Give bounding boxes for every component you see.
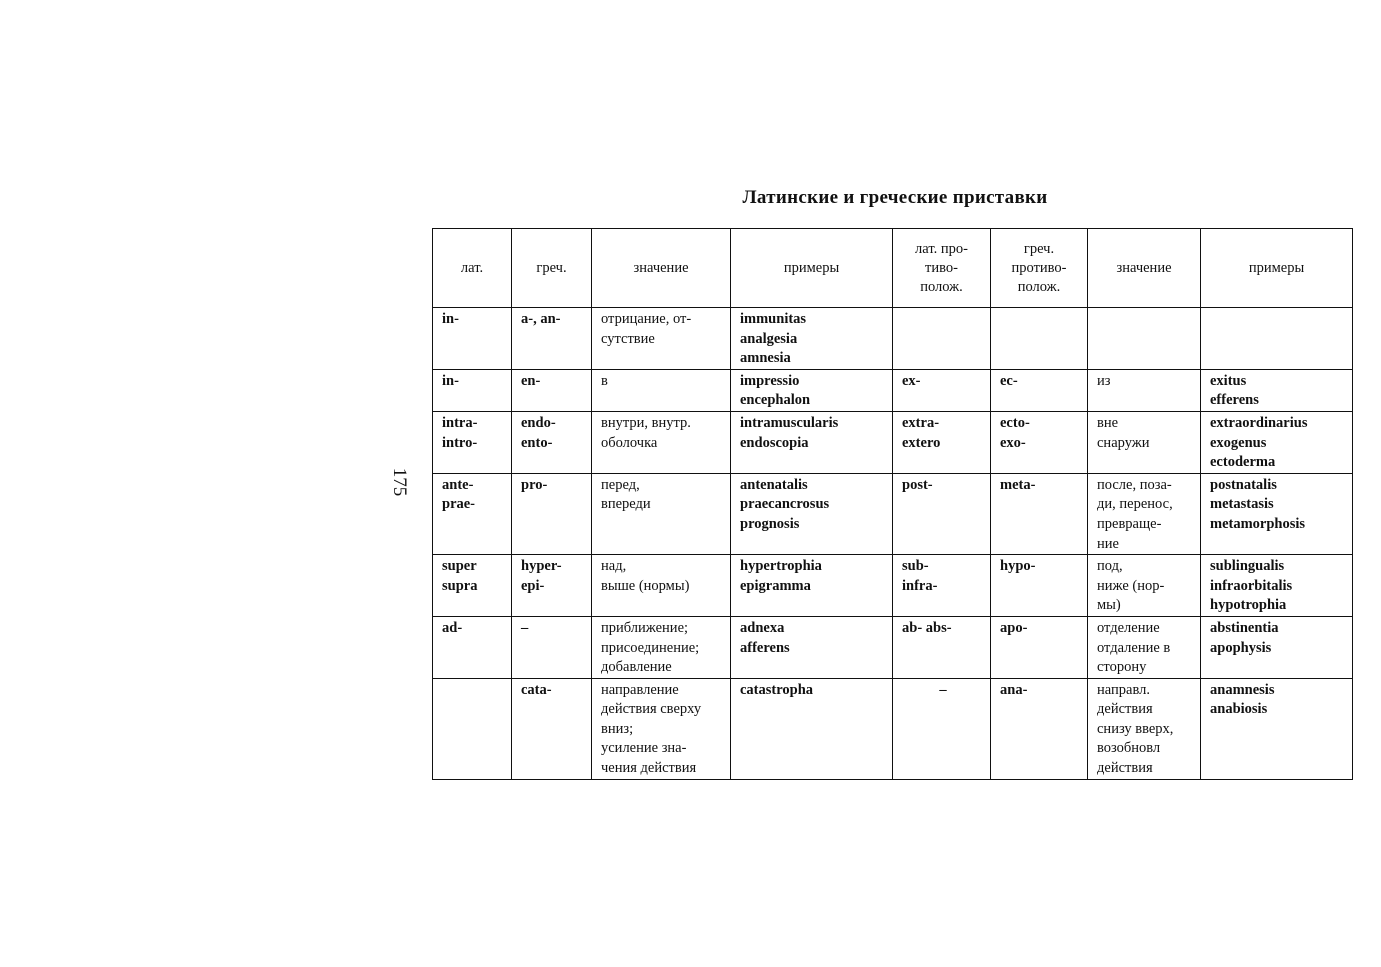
lat-opposite-cell xyxy=(893,678,991,779)
table-row xyxy=(433,555,1353,617)
examples-cell xyxy=(731,369,893,411)
cell-text-line: intra- xyxy=(442,414,478,431)
cell-text-line: греч. xyxy=(1023,240,1055,257)
cell-text-line: действия сверху xyxy=(601,701,702,718)
cell-text-line: in- xyxy=(442,311,459,327)
lat-prefix-cell xyxy=(433,369,512,411)
header-lat xyxy=(433,229,512,308)
cell-text-line: in- xyxy=(442,372,459,389)
opposite-examples-cell xyxy=(1201,555,1353,617)
opposite-meaning-cell xyxy=(1088,555,1201,617)
lat-prefix-cell xyxy=(433,555,512,617)
cell-text-line: ento- xyxy=(521,434,553,451)
header-meaning-opposite xyxy=(1088,229,1201,308)
cell-text-line: metastasis xyxy=(1210,496,1274,513)
opposite-examples-cell xyxy=(1201,678,1353,779)
cell-text-line: infra- xyxy=(902,577,938,594)
lat-prefix-cell xyxy=(433,616,512,678)
cell-text-line: praecancrosus xyxy=(740,496,830,513)
cell-text-line: supra xyxy=(442,577,478,594)
cell-text-line: усиление зна- xyxy=(601,740,687,757)
cell-text-line: под, xyxy=(1097,558,1123,575)
meaning-cell xyxy=(592,308,731,370)
cell-text-line: ecto- xyxy=(1000,414,1030,431)
meaning-cell xyxy=(592,473,731,554)
lat-opposite-cell xyxy=(893,308,991,370)
cell-text-line: impressio xyxy=(740,372,800,389)
header-greek xyxy=(512,229,592,308)
table-row xyxy=(433,308,1353,370)
meaning-cell xyxy=(592,369,731,411)
cell-text-line: чения действия xyxy=(601,760,697,777)
header-lat-opposite xyxy=(893,229,991,308)
opposite-meaning-cell xyxy=(1088,308,1201,370)
cell-text-line: ab- abs- xyxy=(902,619,952,636)
examples-cell xyxy=(731,473,893,554)
cell-text-line: endoscopia xyxy=(740,434,809,451)
cell-text-line: hyper- xyxy=(521,558,562,575)
cell-text-line: вне xyxy=(1097,414,1119,431)
table-row xyxy=(433,678,1353,779)
lat-prefix-cell xyxy=(433,411,512,473)
cell-text-line: – xyxy=(521,619,529,636)
examples-cell xyxy=(731,308,893,370)
meaning-cell xyxy=(592,555,731,617)
cell-text-line: ad- xyxy=(442,619,463,636)
cell-text-line: encephalon xyxy=(740,392,811,409)
cell-text-line: hypo- xyxy=(1000,558,1036,575)
cell-text-line: примеры xyxy=(783,259,840,276)
cell-text-line: тиво- xyxy=(925,259,958,276)
header-row xyxy=(433,229,1353,308)
cell-text-line: направление xyxy=(601,681,679,698)
opposite-examples-cell xyxy=(1201,411,1353,473)
cell-text-line: перед, xyxy=(601,476,640,493)
cell-text-line: действия xyxy=(1097,701,1153,718)
cell-text-line: вниз; xyxy=(601,720,634,737)
cell-text-line: приближение; xyxy=(601,619,689,636)
cell-text-line: возобновл xyxy=(1097,740,1161,757)
table-row xyxy=(433,369,1353,411)
greek-prefix-cell xyxy=(512,616,592,678)
cell-text-line: ниже (нор- xyxy=(1097,577,1165,594)
examples-cell xyxy=(731,411,893,473)
cell-text-line: в xyxy=(601,372,608,389)
opposite-examples-cell xyxy=(1201,616,1353,678)
cell-text-line: prognosis xyxy=(740,515,800,532)
cell-text-line: super xyxy=(442,558,477,575)
cell-text-line: exitus xyxy=(1210,372,1247,389)
cell-text-line: отделение xyxy=(1097,619,1160,636)
cell-text-line: en- xyxy=(521,372,541,389)
opposite-examples-cell xyxy=(1201,369,1353,411)
cell-text-line: над, xyxy=(601,558,627,575)
cell-text-line: ex- xyxy=(902,372,921,389)
cell-text-line: ние xyxy=(1097,535,1119,552)
cell-text-line: anabiosis xyxy=(1210,701,1268,718)
greek-prefix-cell xyxy=(512,678,592,779)
cell-text-line: ectoderma xyxy=(1210,454,1276,471)
cell-text-line: intro- xyxy=(442,434,478,451)
cell-text-line: sub- xyxy=(902,558,929,575)
cell-text-line: полож. xyxy=(920,278,963,295)
header-greek-opposite xyxy=(991,229,1088,308)
cell-text-line: exo- xyxy=(1000,434,1026,451)
cell-text-line: – xyxy=(939,681,947,698)
cell-text-line: hypertrophia xyxy=(740,558,822,575)
cell-text-line: apophysis xyxy=(1210,639,1272,656)
opposite-meaning-cell xyxy=(1088,678,1201,779)
cell-text-line: сутствие xyxy=(601,330,655,347)
cell-text-line: adnexa xyxy=(740,619,785,636)
examples-cell xyxy=(731,678,893,779)
cell-text-line: epigramma xyxy=(740,577,811,594)
cell-text-line: epi- xyxy=(521,577,545,594)
cell-text-line: значение xyxy=(633,259,689,276)
cell-text-line: примеры xyxy=(1248,259,1305,276)
cell-text-line: впереди xyxy=(601,496,651,513)
cell-text-line: exogenus xyxy=(1210,434,1267,451)
lat-prefix-cell xyxy=(433,473,512,554)
cell-text-line: pro- xyxy=(521,476,548,493)
greek-prefix-cell xyxy=(512,555,592,617)
cell-text-line: лат. про- xyxy=(915,240,968,257)
opposite-examples-cell xyxy=(1201,473,1353,554)
greek-opposite-cell xyxy=(991,555,1088,617)
opposite-meaning-cell xyxy=(1088,616,1201,678)
cell-text-line: сторону xyxy=(1097,659,1147,676)
cell-text-line: infraorbitalis xyxy=(1210,577,1293,594)
cell-text-line: направл. xyxy=(1097,681,1150,698)
cell-text-line: sublingualis xyxy=(1210,558,1285,575)
greek-opposite-cell xyxy=(991,473,1088,554)
cell-text-line: metamorphosis xyxy=(1210,515,1306,532)
cell-text-line: внутри, внутр. xyxy=(601,414,691,431)
lat-prefix-cell xyxy=(433,678,512,779)
cell-text-line: extero xyxy=(902,434,941,451)
greek-opposite-cell xyxy=(991,411,1088,473)
cell-text-line: ana- xyxy=(1000,681,1028,698)
cell-text-line: снаружи xyxy=(1097,434,1150,451)
cell-text-line: analgesia xyxy=(740,330,798,347)
greek-opposite-cell xyxy=(991,308,1088,370)
greek-prefix-cell xyxy=(512,411,592,473)
table-row xyxy=(433,616,1353,678)
cell-text-line: мы) xyxy=(1097,597,1121,614)
meaning-cell xyxy=(592,616,731,678)
greek-opposite-cell xyxy=(991,616,1088,678)
cell-text-line: противо- xyxy=(1011,259,1067,276)
lat-opposite-cell xyxy=(893,616,991,678)
cell-text-line: из xyxy=(1097,372,1111,389)
header-examples-opposite xyxy=(1201,229,1353,308)
cell-text-line: отрицание, от- xyxy=(601,311,692,327)
greek-prefix-cell xyxy=(512,473,592,554)
lat-opposite-cell xyxy=(893,473,991,554)
opposite-meaning-cell xyxy=(1088,473,1201,554)
greek-prefix-cell xyxy=(512,308,592,370)
cell-text-line: afferens xyxy=(740,639,790,656)
lat-prefix-cell xyxy=(433,308,512,370)
cell-text-line: intramuscularis xyxy=(740,414,839,431)
cell-text-line: amnesia xyxy=(740,350,791,367)
cell-text-line: полож. xyxy=(1017,278,1061,295)
cell-text-line: endo- xyxy=(521,414,556,431)
cell-text-line: immunitas xyxy=(740,311,807,327)
cell-text-line: abstinentia xyxy=(1210,619,1279,636)
prefix-table xyxy=(432,228,1353,780)
cell-text-line: оболочка xyxy=(601,434,658,451)
cell-text-line: действия xyxy=(1097,760,1153,777)
meaning-cell xyxy=(592,411,731,473)
lat-opposite-cell xyxy=(893,369,991,411)
cell-text-line: hypotrophia xyxy=(1210,597,1287,614)
table-row xyxy=(433,411,1353,473)
opposite-meaning-cell xyxy=(1088,411,1201,473)
cell-text-line: apo- xyxy=(1000,619,1028,636)
cell-text-line: отдаление в xyxy=(1097,639,1171,656)
cell-text-line: cata- xyxy=(521,681,552,698)
lat-opposite-cell xyxy=(893,555,991,617)
table-body xyxy=(433,308,1353,780)
cell-text-line: присоединение; xyxy=(601,639,700,656)
cell-text-line: превраще- xyxy=(1097,515,1162,532)
greek-prefix-cell xyxy=(512,369,592,411)
greek-opposite-cell xyxy=(991,678,1088,779)
cell-text-line: extraordinarius xyxy=(1210,414,1308,431)
cell-text-line: extra- xyxy=(902,414,940,431)
cell-text-line: meta- xyxy=(1000,476,1036,493)
cell-text-line: снизу вверх, xyxy=(1097,720,1174,737)
page-number: 175 xyxy=(389,467,410,497)
cell-text-line: anamnesis xyxy=(1210,681,1275,698)
cell-text-line: ec- xyxy=(1000,372,1018,389)
cell-text-line: a-, an- xyxy=(521,311,561,327)
greek-opposite-cell xyxy=(991,369,1088,411)
opposite-meaning-cell xyxy=(1088,369,1201,411)
cell-text-line: ante- xyxy=(442,476,474,493)
cell-text-line: ди, перенос, xyxy=(1097,496,1173,513)
opposite-examples-cell xyxy=(1201,308,1353,370)
header-examples xyxy=(731,229,893,308)
header-meaning xyxy=(592,229,731,308)
cell-text-line: antenatalis xyxy=(740,476,808,493)
cell-text-line: выше (нормы) xyxy=(601,577,690,594)
cell-text-line: греч. xyxy=(536,259,567,276)
cell-text-line: добавление xyxy=(601,659,672,676)
cell-text-line: post- xyxy=(902,476,933,493)
meaning-cell xyxy=(592,678,731,779)
examples-cell xyxy=(731,616,893,678)
cell-text-line: efferens xyxy=(1210,392,1259,409)
table-title: Латинские и греческие приставки xyxy=(742,187,1048,208)
lat-opposite-cell xyxy=(893,411,991,473)
cell-text-line: значение xyxy=(1116,259,1172,276)
cell-text-line: лат. xyxy=(460,259,484,276)
cell-text-line: после, поза- xyxy=(1097,476,1172,493)
cell-text-line: prae- xyxy=(442,496,476,513)
table-row xyxy=(433,473,1353,554)
cell-text-line: postnatalis xyxy=(1210,476,1277,493)
cell-text-line: catastropha xyxy=(740,681,814,698)
examples-cell xyxy=(731,555,893,617)
